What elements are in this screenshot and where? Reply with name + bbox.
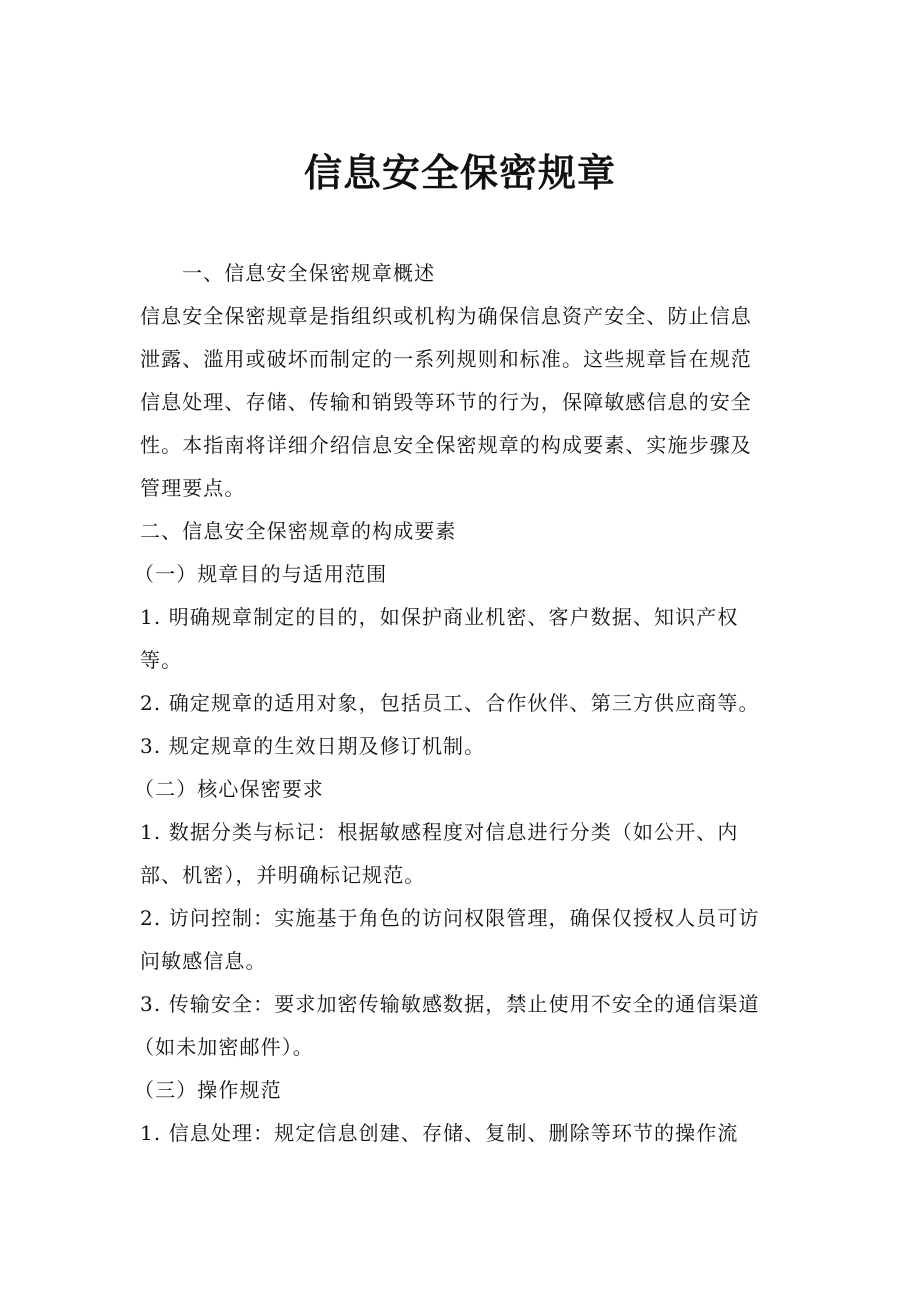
paragraph-line: 管理要点。 [140, 476, 246, 500]
subsection-heading-purpose: （一）规章目的与适用范围 [134, 562, 388, 586]
paragraph-line: 性。本指南将详细介绍信息安全保密规章的构成要素、实施步骤及 [140, 433, 752, 457]
subsection-heading-core-requirements: （二）核心保密要求 [134, 777, 324, 801]
list-item-continuation: 问敏感信息。 [140, 949, 267, 973]
list-item: 1. 信息处理：规定信息创建、存储、复制、删除等环节的操作流 [140, 1121, 739, 1145]
document-body [134, 252, 780, 1155]
section-heading-elements: 二、信息安全保密规章的构成要素 [140, 519, 457, 543]
list-item: 1. 明确规章制定的目的，如保护商业机密、客户数据、知识产权 [140, 605, 739, 629]
section-heading-overview: 一、信息安全保密规章概述 [182, 261, 436, 285]
list-item-continuation: 等。 [140, 648, 183, 672]
paragraph-line: 信息安全保密规章是指组织或机构为确保信息资产安全、防止信息 [140, 304, 752, 328]
list-item: 2. 确定规章的适用对象，包括员工、合作伙伴、第三方供应商等。 [140, 691, 760, 715]
list-item: 3. 规定规章的生效日期及修订机制。 [140, 734, 486, 758]
list-item-continuation: 部、机密），并明确标记规范。 [140, 863, 426, 887]
document-title: 信息安全保密规章 [303, 151, 616, 195]
paragraph-line: 信息处理、存储、传输和销毁等环节的行为，保障敏感信息的安全 [140, 390, 752, 414]
paragraph-line: 泄露、滥用或破坏而制定的一系列规则和标准。这些规章旨在规范 [140, 347, 752, 371]
subsection-heading-operations: （三）操作规范 [134, 1078, 282, 1102]
list-item-continuation: （如未加密邮件）。 [134, 1035, 314, 1059]
list-item: 1. 数据分类与标记：根据敏感程度对信息进行分类（如公开、内 [140, 820, 739, 844]
list-item: 3. 传输安全：要求加密传输敏感数据，禁止使用不安全的通信渠道 [140, 992, 760, 1016]
list-item: 2. 访问控制：实施基于角色的访问权限管理，确保仅授权人员可访 [140, 906, 760, 930]
